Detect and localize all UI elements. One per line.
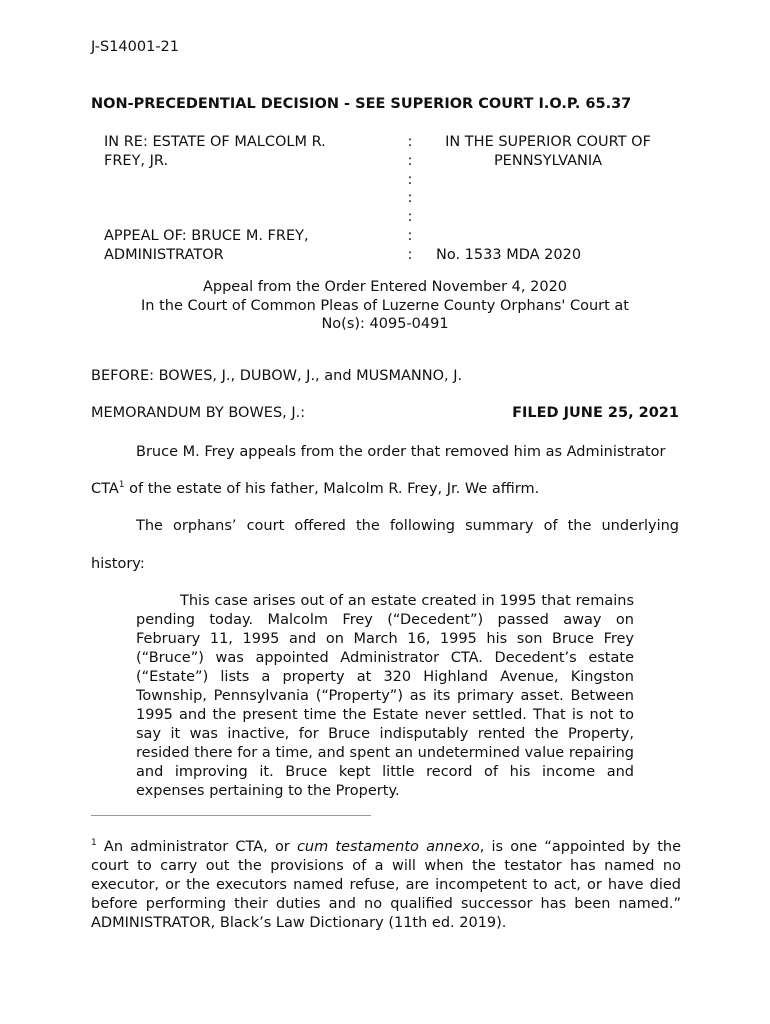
- body-paragraph-2-line-1: The orphans’ court offered the following summary of the underlying: [136, 518, 679, 534]
- block-quote-text: This case arises out of an estate created in 1995 that remains pending today. Malcolm Frey (“Decedent”) passed away on February 11, 1995 and on March 16, 1995 his son Bruce Frey (“Bruce”) was appointed Administrator CTA. Decedent’s estate (“Estate”) lists a property at 320 Highland Avenue, Kingston Township, Pennsylvania (“Property”) as its primary asset. Between 1995 and the present time the Estate never settled. That is not to say it was inactive, for Bruce indisputably rented the Property, resided there for a time, and spent an undetermined value repairing and improving it. Bruce kept little record of his income and expenses pertaining to the Property.: [136, 593, 634, 799]
- caption-line-3: APPEAL OF: BRUCE M. FREY,: [104, 228, 309, 244]
- body-paragraph-2-line-2: history:: [91, 556, 145, 572]
- body-paragraph-1-line-2: [91, 480, 539, 498]
- caption-line-4: ADMINISTRATOR: [104, 247, 224, 263]
- caption-colon: :: [407, 228, 413, 244]
- caption-colon: :: [407, 134, 413, 150]
- footnote-text: An administrator CTA, or: [96, 839, 297, 855]
- court-name-line-1: IN THE SUPERIOR COURT OF: [445, 134, 651, 150]
- footnote-mark: 1: [91, 838, 97, 849]
- body-text: CTA: [91, 481, 119, 497]
- caption-colon: :: [407, 190, 413, 206]
- decision-header: NON-PRECEDENTIAL DECISION - SEE SUPERIOR COURT I.O.P. 65.37: [91, 96, 632, 112]
- block-quote: [136, 592, 634, 801]
- caption-line-2: FREY, JR.: [104, 153, 169, 169]
- caption-colon: :: [407, 209, 413, 225]
- caption-colon: :: [407, 153, 413, 169]
- appeal-info-line-3: No(s): 4095-0491: [321, 316, 449, 332]
- body-text: of the estate of his father, Malcolm R. Frey, Jr. We affirm.: [124, 481, 540, 497]
- footnote-latin-term: cum testamento annexo: [296, 839, 480, 855]
- appeal-info-line-1: Appeal from the Order Entered November 4, 2020: [202, 279, 568, 295]
- footnote-text: , is one “appointed by the court to carry out the provisions of a will when the testator has named no executor, or the executors named refuse, are incompetent to act, or have died before performing their duties and no qualified successor has been named.” ADMINISTRATOR, Black’s Law Dictionary (11th ed. 2019).: [91, 839, 681, 931]
- footnote-divider: [91, 815, 371, 816]
- panel-judges: BEFORE: BOWES, J., DUBOW, J., and MUSMANNO, J.: [91, 368, 463, 384]
- appeal-info-line-2: In the Court of Common Pleas of Luzerne County Orphans' Court at: [141, 298, 629, 314]
- court-name-line-2: PENNSYLVANIA: [493, 153, 603, 169]
- memorandum-author: MEMORANDUM BY BOWES, J.:: [91, 405, 306, 421]
- caption-colon: :: [407, 172, 413, 188]
- docket-number: J-S14001-21: [91, 39, 180, 55]
- caption-colon: :: [407, 247, 413, 263]
- caption-line-1: IN RE: ESTATE OF MALCOLM R.: [104, 134, 326, 150]
- body-paragraph-1-line-1: Bruce M. Frey appeals from the order that removed him as Administrator: [136, 444, 666, 460]
- filed-date: FILED JUNE 25, 2021: [512, 405, 679, 421]
- appeal-docket-number: No. 1533 MDA 2020: [436, 247, 582, 263]
- footnote-reference: 1: [118, 480, 125, 491]
- footnote-1: [91, 838, 681, 933]
